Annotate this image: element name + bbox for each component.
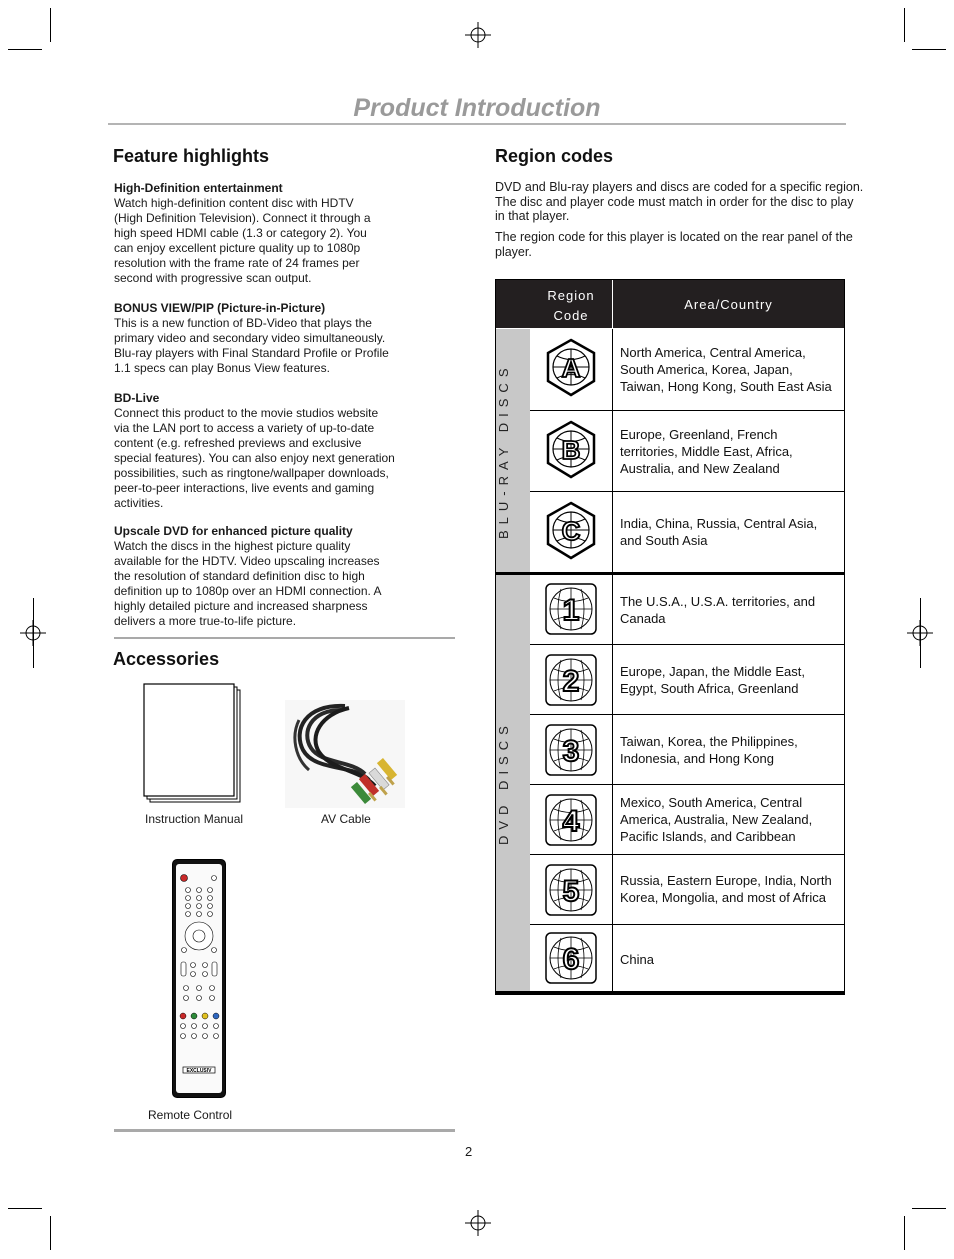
feature-title: Upscale DVD for enhanced picture quality — [114, 524, 353, 538]
area-country-cell — [620, 344, 842, 395]
region-code-number: 3 — [562, 735, 580, 768]
dvd-region-6-icon — [530, 925, 612, 992]
table-row — [530, 924, 844, 992]
dvd-category-label: DVD DISCS — [496, 720, 511, 846]
intro-line: player. — [495, 244, 532, 259]
table-row — [530, 854, 844, 925]
feature-text-line: second with progressive scan output. — [114, 271, 312, 285]
av-cable-label: AV Cable — [321, 812, 371, 826]
region-code-letter: C — [561, 516, 581, 546]
header-line: Code — [553, 308, 589, 323]
feature-text-line: can enjoy excellent picture quality up to 1080p — [114, 241, 361, 255]
feature-text-line: Blu-ray players with Final Standard Profile or Profile — [114, 346, 389, 360]
region-code-letter: B — [561, 435, 581, 465]
region-code-number: 4 — [562, 805, 580, 838]
intro-line: in that player. — [495, 209, 570, 223]
remote-control-image — [172, 859, 226, 1098]
region-symbol-cell — [530, 645, 613, 715]
region-symbol-cell — [530, 715, 613, 785]
area-country-cell — [620, 872, 842, 906]
registration-mark-icon — [465, 22, 491, 48]
feature-text-line: high speed HDMI cable (1.3 or category 2). You — [114, 226, 367, 240]
feature-text-line: peer-to-peer interactions, live events and gaming — [114, 481, 375, 495]
feature-text-line: possibilities, such as ringtone/wallpaper downloads, — [114, 466, 389, 480]
feature-text-line: 1.1 specs can play Bonus View features. — [114, 361, 330, 375]
area-country-cell — [620, 794, 842, 845]
bluray-region-b-icon — [530, 411, 612, 492]
instruction-manual-label: Instruction Manual — [145, 812, 244, 826]
crop-mark — [904, 8, 905, 42]
feature-text-line: content (e.g. refreshed previews and exclusive — [114, 436, 362, 450]
area-country-cell — [620, 593, 842, 627]
table-header — [496, 280, 844, 328]
page-number: 2 — [465, 1144, 473, 1159]
page-title: Product Introduction — [353, 94, 601, 122]
feature-hd-entertainment — [114, 181, 414, 286]
area-country-cell — [620, 426, 842, 477]
feature-text-line: available for the HDTV. Video upscaling increases — [114, 554, 380, 568]
table-row — [530, 491, 844, 574]
feature-text-line: via the LAN port to access a variety of up-to-date — [114, 421, 375, 435]
region-code-number: 2 — [562, 665, 580, 698]
section-divider — [114, 1129, 455, 1132]
intro-line: The region code for this player is located on the rear panel of the — [495, 230, 853, 244]
feature-text-line: activities. — [114, 496, 164, 510]
area-country-cell — [620, 663, 842, 697]
title-divider — [108, 123, 846, 125]
area-line: The U.S.A., U.S.A. territories, and — [620, 594, 816, 609]
area-line: North America, Central America, — [620, 345, 806, 360]
av-cable-image — [285, 700, 405, 808]
region-codes-heading: Region codes — [495, 146, 614, 166]
accessories-heading: Accessories — [113, 649, 220, 669]
crop-mark — [50, 8, 51, 42]
dvd-region-1-icon — [530, 575, 612, 644]
feature-title: High-Definition entertainment — [114, 181, 283, 195]
dvd-region-4-icon — [530, 785, 612, 855]
area-line: Korea, Mongolia, and most of Africa — [620, 890, 826, 905]
remote-control-label: Remote Control — [148, 1108, 233, 1122]
area-line: Taiwan, Hong Kong, South East Asia — [620, 379, 832, 394]
feature-text-line: Watch high-definition content disc with HDTV — [114, 196, 354, 210]
region-code-number: 6 — [562, 943, 580, 976]
area-line: China — [620, 952, 654, 967]
crop-mark — [912, 49, 946, 50]
table-row — [530, 575, 844, 644]
feature-text-line: Watch the discs in the highest picture quality — [114, 539, 351, 553]
area-country-cell — [620, 733, 842, 767]
instruction-manual-image — [140, 680, 244, 805]
crop-mark — [33, 598, 34, 668]
crop-mark — [904, 1216, 905, 1250]
bluray-category — [496, 329, 530, 573]
feature-title: BONUS VIEW/PIP (Picture-in-Picture) — [114, 301, 326, 315]
header-line: Region — [547, 288, 595, 303]
crop-mark — [8, 1208, 42, 1209]
area-line: Egypt, South Africa, Greenland — [620, 681, 799, 696]
dvd-region-2-icon — [530, 645, 612, 715]
area-line: South America, Korea, Japan, — [620, 362, 793, 377]
region-code-letter: A — [561, 353, 581, 383]
feature-highlights-heading: Feature highlights — [113, 146, 270, 166]
bluray-region-a-icon — [530, 329, 612, 410]
bluray-region-c-icon — [530, 492, 612, 574]
feature-text-line: resolution with the frame rate of 24 frames per — [114, 256, 360, 270]
table-row — [530, 329, 844, 410]
area-line: and South Asia — [620, 533, 708, 548]
intro-line: The disc and player code must match in order for the disc to play — [495, 194, 854, 209]
header-area-country: Area/Country — [684, 297, 773, 312]
area-line: America, Australia, New Zealand, — [620, 812, 813, 827]
feature-text-line: highly detailed picture and increased sharpness — [114, 599, 368, 613]
feature-text-line: definition up to 1080p over an HDMI connection. A — [114, 584, 382, 598]
intro-line: DVD and Blu-ray players and discs are coded for a specific region. — [495, 180, 864, 194]
crop-mark — [50, 1216, 51, 1250]
region-symbol-cell — [530, 785, 613, 855]
crop-mark — [8, 49, 42, 50]
area-line: India, China, Russia, Central Asia, — [620, 516, 818, 531]
region-symbol-cell — [530, 925, 613, 992]
dvd-region-5-icon — [530, 855, 612, 925]
region-symbol-cell — [530, 492, 613, 574]
table-row — [530, 784, 844, 855]
bluray-category-label: BLU-RAY DISCS — [496, 362, 511, 540]
feature-text-line: primary video and secondary video simultaneously. — [114, 331, 386, 345]
feature-text-line: the resolution of standard definition disc to high — [114, 569, 365, 583]
feature-text-line: Connect this product to the movie studios website — [114, 406, 379, 420]
region-symbol-cell — [530, 411, 613, 492]
area-line: Europe, Greenland, French — [620, 427, 778, 442]
area-line: Indonesia, and Hong Kong — [620, 751, 774, 766]
region-symbol-cell — [530, 855, 613, 925]
area-line: Taiwan, Korea, the Philippines, — [620, 734, 798, 749]
section-divider — [114, 637, 455, 639]
feature-text-line: (High Definition Television). Connect it through a — [114, 211, 371, 225]
dvd-category — [496, 575, 530, 991]
feature-bd-live — [114, 391, 414, 511]
area-line: territories, Middle East, Africa, — [620, 444, 793, 459]
table-row — [530, 714, 844, 785]
area-country-cell — [620, 951, 842, 968]
table-bottom-border — [496, 991, 844, 994]
feature-title: BD-Live — [114, 391, 160, 405]
remote-brand-text: EXCLUSIV — [186, 1068, 212, 1074]
area-line: Canada — [620, 611, 666, 626]
area-line: Europe, Japan, the Middle East, — [620, 664, 806, 679]
feature-bonus-view — [114, 301, 414, 376]
table-row — [530, 410, 844, 492]
area-line: Russia, Eastern Europe, India, North — [620, 873, 832, 888]
header-region-code — [530, 286, 612, 326]
feature-upscale-dvd — [114, 524, 414, 629]
dvd-region-3-icon — [530, 715, 612, 785]
crop-mark — [912, 1208, 946, 1209]
region-code-number: 5 — [562, 875, 580, 908]
region-symbol-cell — [530, 575, 613, 644]
region-code-number: 1 — [562, 594, 580, 627]
region-intro-paragraph — [495, 180, 895, 224]
region-code-table — [495, 279, 845, 995]
region-location-paragraph — [495, 230, 895, 259]
registration-mark-icon — [465, 1210, 491, 1236]
crop-mark — [920, 598, 921, 668]
area-line: Australia, and New Zealand — [620, 461, 780, 476]
feature-text-line: delivers a more true-to-life picture. — [114, 614, 297, 628]
area-country-cell — [620, 515, 842, 549]
area-line: Mexico, South America, Central — [620, 795, 803, 810]
feature-text-line: special features). You can also enjoy next generation — [114, 451, 395, 465]
area-line: Pacific Islands, and Caribbean — [620, 829, 796, 844]
feature-text-line: This is a new function of BD-Video that plays the — [114, 316, 372, 330]
table-row — [530, 644, 844, 715]
region-symbol-cell — [530, 329, 613, 410]
